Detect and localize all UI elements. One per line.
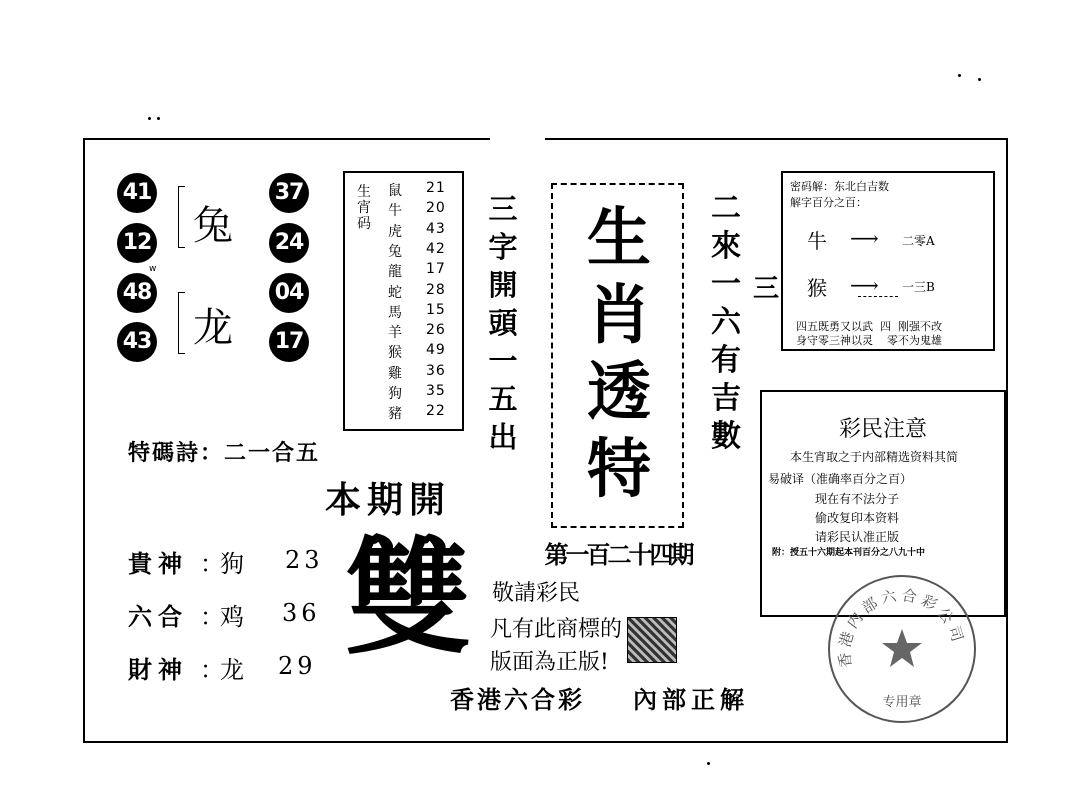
vertical-char: 數 <box>711 419 741 454</box>
zodiac-table-number: 17 <box>426 261 446 278</box>
row-number: 29 <box>278 652 317 680</box>
notice-line: 请彩民认准正版 <box>815 530 900 544</box>
row-zodiac: 狗 <box>220 550 244 578</box>
stray-dot <box>978 78 981 81</box>
open-label: 本期開 <box>325 479 452 521</box>
vertical-char: 一 <box>711 267 741 302</box>
zodiac-table-animal: 蛇 <box>388 284 402 301</box>
notice-line: 偷改复印本资料 <box>815 511 900 525</box>
notice-line: 易破译（准确率百分之百） <box>768 472 913 486</box>
title-char: 生 <box>587 201 651 276</box>
zodiac-table-animal: 龍 <box>388 264 402 281</box>
zodiac-table-row <box>388 302 458 322</box>
row-number: 23 <box>285 546 324 574</box>
big-character: 雙 <box>345 524 471 672</box>
zodiac-table-label: 生宵码 <box>357 184 371 232</box>
zodiac-table-row <box>388 403 458 423</box>
bottom-brand: 香港六合彩 <box>450 685 585 714</box>
row-label: 六合 <box>128 602 188 631</box>
vertical-slogan-left <box>486 190 520 456</box>
vertical-char: 開 <box>488 268 518 302</box>
number-ball: 37 <box>269 173 309 213</box>
issue-number: 第一百二十四期 <box>544 541 692 569</box>
zodiac-table-row <box>388 282 458 302</box>
zodiac-table-number: 49 <box>426 342 446 359</box>
stray-dot <box>958 74 961 77</box>
zodiac-table-number: 35 <box>426 383 446 399</box>
zodiac-table-row <box>388 241 458 261</box>
vertical-char: 一 <box>488 344 518 378</box>
zodiac-rabbit: 兔 <box>193 203 233 249</box>
vertical-char: 二 <box>711 191 741 226</box>
row-number: 36 <box>282 599 321 627</box>
vertical-char: 有 <box>711 343 741 378</box>
zodiac-table-animal: 鼠 <box>388 183 402 199</box>
handwritten-note: 版面為正版! <box>490 650 609 675</box>
bracket <box>178 186 185 248</box>
notice-title: 彩民注意 <box>838 417 927 442</box>
zodiac-table-row <box>388 363 458 383</box>
handwritten-note: 凡有此商標的 <box>490 617 623 642</box>
zodiac-dragon: 龙 <box>193 305 233 351</box>
main-title <box>575 200 663 508</box>
zodiac-table-animal: 狗 <box>388 386 402 402</box>
title-char: 特 <box>587 432 651 507</box>
vertical-char: 頭 <box>488 306 518 340</box>
code-footer2: 身守零三神以灵 零不为鬼雄 <box>796 334 942 347</box>
vertical-slogan-right-small: 三 <box>753 274 780 304</box>
number-ball: 17 <box>269 322 309 362</box>
row-label: 財神 <box>128 655 188 684</box>
zodiac-table-animal: 兔 <box>388 243 402 260</box>
zodiac-table-number: 28 <box>426 281 446 298</box>
row-sep: ： <box>200 550 224 578</box>
zodiac-table-number: 21 <box>426 180 446 196</box>
notice-line: 现在有不法分子 <box>815 492 900 506</box>
number-ball: 04 <box>269 273 309 313</box>
bracket <box>178 292 185 354</box>
vertical-char: 五 <box>488 382 518 416</box>
frame-gap <box>490 132 545 146</box>
zodiac-table-animal: 虎 <box>388 223 402 240</box>
vertical-char: 來 <box>711 229 741 264</box>
stray-dot <box>157 117 160 120</box>
number-ball: 48 <box>117 273 157 313</box>
number-ball: 43 <box>117 322 157 362</box>
row-zodiac: 龙 <box>220 656 244 684</box>
zodiac-table-animal: 猴 <box>388 345 402 362</box>
zodiac-table-row <box>388 180 458 200</box>
special-code-poem: 特碼詩：二一合五 <box>128 440 321 466</box>
seal-center-text: 专用章 <box>882 695 922 710</box>
zodiac-table-number: 20 <box>426 200 446 217</box>
code-monkey: 一三B <box>902 280 935 294</box>
row-sep: ： <box>200 656 224 684</box>
zodiac-table-row <box>388 221 458 241</box>
trademark-image <box>627 617 677 663</box>
code-animal-ox: 牛 <box>807 229 827 253</box>
arrow-icon: ⟶ <box>850 226 879 250</box>
zodiac-table-animal: 雞 <box>388 365 402 382</box>
zodiac-table-number: 22 <box>426 403 446 420</box>
title-char: 透 <box>587 355 651 430</box>
code-animal-monkey: 猴 <box>807 276 827 300</box>
code-info-line1: 密码解：东北白吉数 <box>790 180 889 193</box>
zodiac-table-number: 43 <box>426 220 446 237</box>
vertical-char: 六 <box>711 305 741 340</box>
number-ball: 41 <box>117 173 157 213</box>
zodiac-table-animal: 羊 <box>388 325 402 342</box>
row-sep: ： <box>200 603 224 631</box>
stray-dot <box>148 117 151 120</box>
dash-line <box>858 296 898 297</box>
handwritten-note: 敬請彩民 <box>492 581 581 606</box>
zodiac-table-row <box>388 200 458 220</box>
vertical-slogan-right <box>706 190 746 456</box>
code-footer1: 四五既勇又以武 四 刚强不改 <box>796 320 942 333</box>
zodiac-table-row <box>388 383 458 403</box>
number-ball: 24 <box>269 223 309 263</box>
vertical-char: 字 <box>488 230 518 264</box>
notice-footer: 附：授五十六期起本刊百分之八九十中 <box>772 548 926 558</box>
zodiac-table-number: 15 <box>426 301 446 318</box>
zodiac-table-row <box>388 322 458 342</box>
title-char: 肖 <box>587 278 651 353</box>
notice-line: 本生宵取之于内部精选资料其简 <box>790 450 959 464</box>
company-seal <box>828 575 976 723</box>
seal-ring-text: 香港内部六合彩公司 <box>835 586 968 669</box>
row-zodiac: 鸡 <box>220 603 244 631</box>
zodiac-table-animal: 豬 <box>388 406 402 423</box>
code-ox: 二零A <box>902 234 935 248</box>
small-mark: w <box>149 264 157 274</box>
zodiac-table-number: 36 <box>426 362 446 379</box>
vertical-char: 三 <box>488 192 518 226</box>
vertical-char: 吉 <box>711 381 741 416</box>
zodiac-table-number: 42 <box>426 240 446 257</box>
stray-dot <box>707 762 710 765</box>
zodiac-table-row <box>388 342 458 362</box>
arrow-icon: ⟶ <box>850 273 879 297</box>
vertical-char: 出 <box>488 420 518 454</box>
code-info-line2: 解字百分之百： <box>790 196 867 209</box>
bottom-solution: 內部正解 <box>633 685 749 714</box>
zodiac-table-number: 26 <box>426 322 446 339</box>
number-ball: 12 <box>117 223 157 263</box>
zodiac-table-animal: 馬 <box>388 304 402 321</box>
zodiac-table-row <box>388 261 458 281</box>
zodiac-table-animal: 牛 <box>388 203 402 220</box>
row-label: 貴神 <box>128 549 188 578</box>
